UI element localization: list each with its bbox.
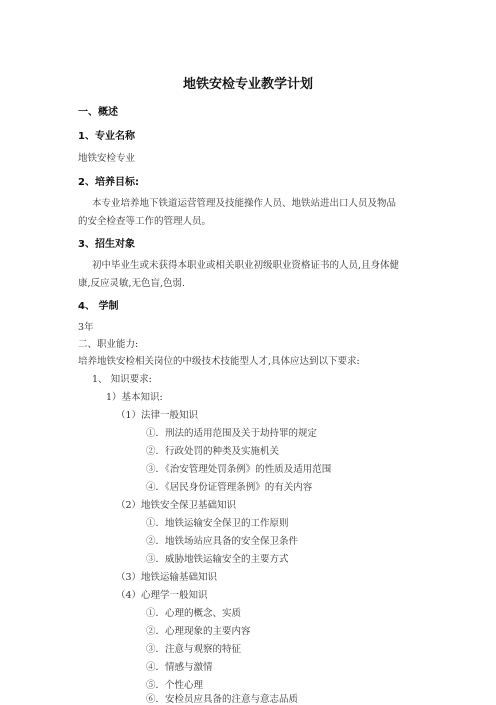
security-item: ③．威胁地铁运输安全的主要方式 (146, 554, 289, 565)
knowledge-requirement: 1、 知识要求: (92, 374, 152, 385)
law-heading: （1）法律一般知识 (116, 410, 199, 421)
major-name-text: 地铁安检专业 (78, 153, 136, 164)
enroll-text-line2: 康,反应灵敏,无色盲,色弱. (78, 278, 186, 289)
psych-item: ③．注意与观察的特征 (146, 644, 242, 655)
security-item: ②．地铁场站应具备的安全保卫条件 (146, 536, 299, 547)
major-name-heading: 1、专业名称 (78, 131, 135, 142)
law-item: ①．刑法的适用范围及关于劫持罪的规定 (146, 428, 318, 439)
psych-item: ②．心理现象的主要内容 (146, 626, 251, 637)
goal-text-line2: 的安全检查等工作的管理人员。 (78, 216, 212, 227)
enroll-heading: 3、招生对象 (78, 239, 135, 250)
security-item: ①．地铁运输安全保卫的工作原则 (146, 518, 289, 529)
enroll-text-line1: 初中毕业生或未获得本职业或相关职业初级职业资格证书的人员,且身体健 (92, 260, 400, 271)
ability-intro: 培养地铁安检相关岗位的中级技术技能型人才,具体应达到以下要求: (78, 356, 360, 367)
law-item: ③．《治安管理处罚条例》的性质及适用范围 (146, 464, 332, 475)
psych-item: ⑥．安检员应具备的注意与意志品质 (146, 694, 299, 705)
document-title: 地铁安检专业教学计划 (182, 77, 313, 92)
duration-value: 3年 (78, 322, 94, 333)
psych-item: ①．心理的概念、实质 (146, 608, 242, 619)
law-item: ④．《居民身份证管理条例》的有关内容 (146, 482, 313, 493)
psych-item: ④．情感与激情 (146, 662, 213, 673)
goal-heading: 2、培养目标: (78, 177, 139, 188)
psych-item: ⑤．个性心理 (146, 680, 204, 691)
ability-heading: 二、职业能力: (78, 339, 139, 350)
section-overview-heading: 一、概述 (78, 107, 118, 118)
goal-text-line1: 本专业培养地下铁道运营管理及技能操作人员、地铁站进出口人员及物品 (92, 198, 397, 209)
transport-heading: （3）地铁运输基础知识 (116, 572, 218, 583)
psych-heading: （4）心理学一般知识 (116, 590, 208, 601)
security-heading: （2）地铁安全保卫基础知识 (116, 500, 237, 511)
duration-heading: 4、 学制 (78, 301, 119, 312)
law-item: ②．行政处罚的种类及实施机关 (146, 446, 280, 457)
basic-knowledge: 1）基本知识: (106, 392, 163, 403)
